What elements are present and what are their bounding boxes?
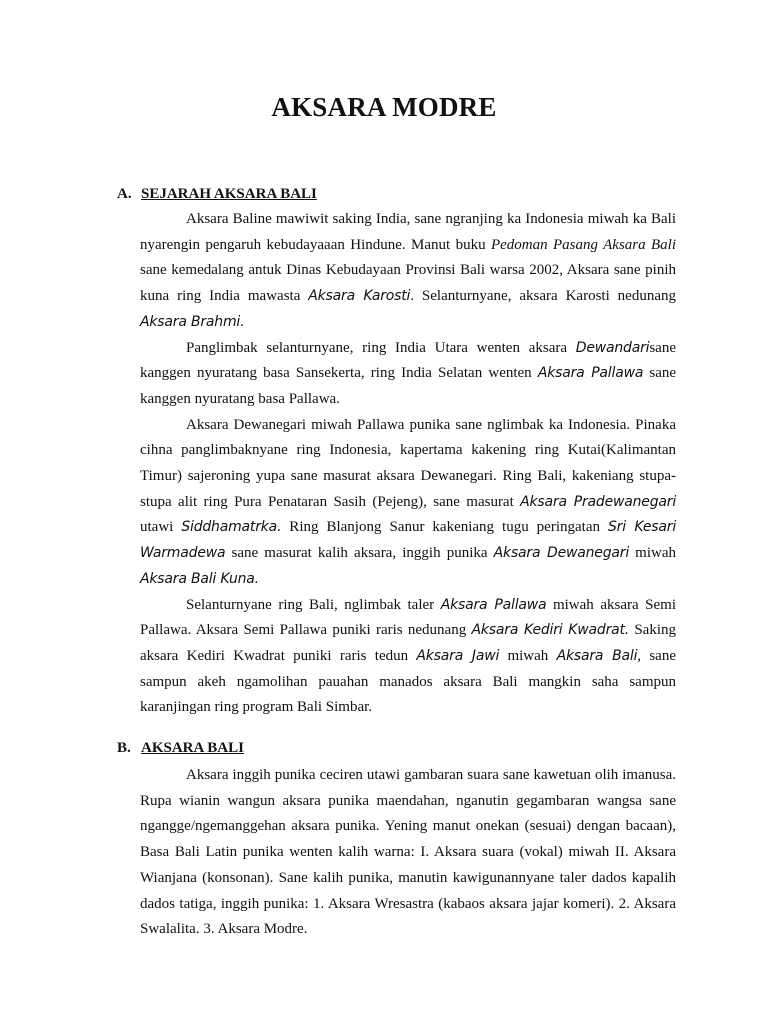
emphasized-term: Aksara Pallawa — [440, 596, 547, 613]
paragraph — [140, 413, 676, 593]
text-run: utawi — [140, 519, 182, 536]
text-run: Aksara Dewanegari miwah Pallawa punika sane nglimbak ka Indonesia. Pinaka cihna panglimbaknyane ring Indonesia, kapertama kakening ring Kutai(Kalimantan Timur) sajeroning yupa sane masurat aksara Dewanegari. Ring Bali, kakeniang stupa- stupa alit ring Pura Penataran Sasih (Pejeng), sane masurat — [140, 416, 676, 510]
emphasized-term: Aksara Brahmi — [140, 313, 241, 330]
emphasized-term: Siddhamatrka. — [181, 519, 282, 536]
text-run: Panglimbak selanturnyane, ring India Utara wenten aksara — [186, 339, 576, 356]
emphasized-term: Aksara Pallawa — [537, 365, 644, 382]
emphasized-term: Aksara Jawi — [416, 647, 500, 664]
text-run: miwah — [629, 545, 676, 562]
emphasized-term: Aksara Dewanegari — [493, 545, 630, 562]
section-b-heading — [117, 740, 244, 757]
paragraph — [140, 207, 676, 336]
text-run: . — [240, 313, 244, 330]
text-run: Saking aksara Kediri Kwadrat puniki raris tedun — [140, 622, 676, 664]
text-run: sane kanggen nyuratang basa Sansekerta, ring India Selatan wenten — [140, 339, 676, 382]
section-a-heading — [117, 186, 317, 203]
emphasized-term: Aksara Pradewanegari — [520, 493, 677, 510]
emphasized-term: Aksara Karosti — [308, 288, 411, 305]
section-b-body — [140, 763, 676, 943]
emphasized-term: Aksara Bali Kuna. — [140, 570, 259, 587]
text-run: Ring Blanjong Sanur kakeniang tugu peringatan — [281, 519, 608, 536]
paragraph — [140, 763, 676, 943]
section-title: AKSARA BALI — [141, 740, 244, 756]
section-number: A. — [117, 186, 132, 202]
emphasized-term: Pedoman Pasang Aksara Bali — [490, 236, 676, 253]
text-run: miwah aksara Semi Pallawa. Aksara Semi Pallawa puniki raris nedunang — [140, 596, 677, 639]
emphasized-term: Aksara Bali — [556, 647, 638, 664]
text-run: . Selanturnyane, aksara Karosti nedunang — [410, 288, 676, 305]
section-number: B. — [117, 740, 131, 756]
paragraph — [140, 336, 676, 413]
emphasized-term: Dewandari — [575, 339, 650, 356]
emphasized-term: Aksara Kediri Kwadrat. — [471, 622, 630, 639]
text-run: sane kemedalang antuk Dinas Kebudayaan Provinsi Bali warsa 2002, Aksara sane pinih kuna ring India mawasta — [140, 262, 676, 305]
section-a-body — [140, 207, 676, 721]
paragraph — [140, 593, 676, 722]
text-run: sane masurat kalih aksara, inggih punika — [225, 545, 494, 562]
text-run: Aksara Baline mawiwit saking India, sane ngranjing ka Indonesia miwah ka Bali nyarengin pengaruh kebudayaaan Hindune. Manut buku — [140, 211, 676, 253]
text-run: Selanturnyane ring Bali, nglimbak taler — [186, 596, 441, 613]
text-run: miwah — [499, 647, 557, 664]
text-run: Aksara inggih punika ceciren utawi gambaran suara sane kawetuan olih imanusa. Rupa wianin wangun aksara punika maendahan, nganutin gegambaran wangsa sane ngangge/ngemanggehan aksara punika. Yening manut onekan (sesuai) dengan bacaan), Basa Bali Latin punika wenten kalih warna: I. Aksara suara (vokal) miwah II. Aksara Wianjana (konsonan). Sane kalih punika, manutin kawigunannyane taler dados kapalih dados tatiga, inggih punika: 1. Aksara Wresastra (kabaos aksara jajar komeri). 2. Aksara Swalalita. 3. Aksara Modre. — [140, 767, 676, 938]
text-run: sane kanggen nyuratang basa Pallawa. — [140, 365, 677, 407]
text-run: , sane sampun akeh ngamolihan pauahan manados aksara Bali mangkin saha sampun karanjingan ring program Bali Simbar. — [140, 647, 676, 716]
section-title: SEJARAH AKSARA BALI — [141, 186, 317, 202]
emphasized-term: Sri Kesari Warmadewa — [140, 519, 677, 562]
document-title: AKSARA MODRE — [271, 92, 497, 122]
